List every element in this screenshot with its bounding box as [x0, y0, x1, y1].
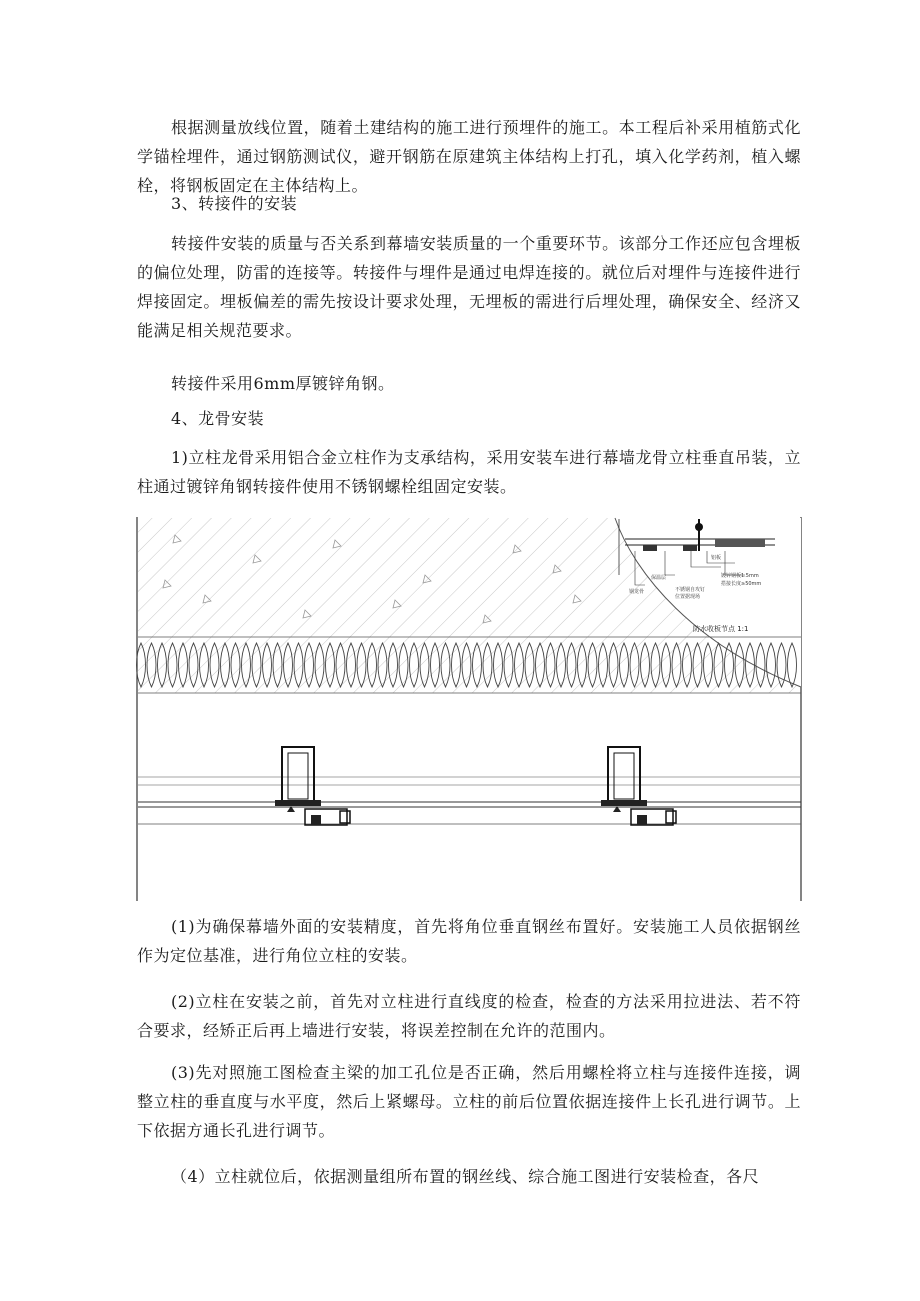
inset-label-steel-keel: 钢龙骨 — [629, 589, 645, 595]
inset-label-screw: 不锈钢自攻钉 — [675, 587, 706, 593]
heading-keel-installation: 4、龙骨安装 — [171, 409, 265, 428]
inset-label-steel-sheet: 镀锌钢板1.5mm — [721, 573, 759, 579]
paragraph-adapter-material: 转接件采用6mm厚镀锌角钢。 — [171, 374, 395, 393]
inset-label-insulation: 保温层 — [651, 575, 667, 581]
curtain-wall-section-drawing — [135, 515, 803, 903]
paragraph-mullion-structure: 1)立柱龙骨采用铝合金立柱作为支承结构，采用安装车进行幕墙龙骨立柱垂直吊装，立柱通过镀锌角钢转接件使用不锈钢螺栓组固定安装。 — [137, 448, 801, 496]
inset-label-overlap: 搭接长度≥50mm — [721, 581, 762, 587]
step-1: (1)为确保幕墙外面的安装精度，首先将角位垂直钢丝布置好。安装施工人员依据钢丝作为定位基准，进行角位立柱的安装。 — [137, 917, 801, 965]
step-3: (3)先对照施工图检查主梁的加工孔位是否正确，然后用螺栓将立柱与连接件连接，调整立柱的垂直度与水平度，然后上紧螺母。立柱的前后位置依据连接件上长孔进行调节。上下依据方通长孔进行调节。 — [137, 1063, 801, 1140]
heading-adapter-installation: 3、转接件的安装 — [171, 194, 298, 213]
step-4: （4）立柱就位后，依据测量组所布置的钢丝线、综合施工图进行安装检查，各尺 — [171, 1167, 760, 1186]
inset-label-position: 位置据现场 — [675, 594, 701, 600]
paragraph-adapter-quality: 转接件安装的质量与否关系到幕墙安装质量的一个重要环节。该部分工作还应包含埋板的偏位处理，防雷的连接等。转接件与埋件是通过电焊连接的。就位后对埋件与连接件进行焊接固定。埋板偏差的需先按设计要求处理，无埋板的需进行后埋处理，确保安全、经济又能满足相关规范要求。 — [137, 234, 801, 340]
step-2: (2)立柱在安装之前，首先对立柱进行直线度的检查，检查的方法采用拉进法、若不符合要求，经矫正后再上墙进行安装，将误差控制在允许的范围内。 — [137, 992, 801, 1040]
paragraph-embedded-parts: 根据测量放线位置，随着土建结构的施工进行预埋件的施工。本工程后补采用植筋式化学锚栓埋件，通过钢筋测试仪，避开钢筋在原建筑主体结构上打孔，填入化学药剂，植入螺栓，将钢板固定在主体结构上。 — [137, 118, 801, 195]
inset-label-aluminum: 铝板 — [711, 555, 722, 561]
mullion-right — [601, 747, 676, 825]
inset-caption: 防水收板节点 1:1 — [693, 625, 749, 633]
mullion-left — [275, 747, 350, 825]
